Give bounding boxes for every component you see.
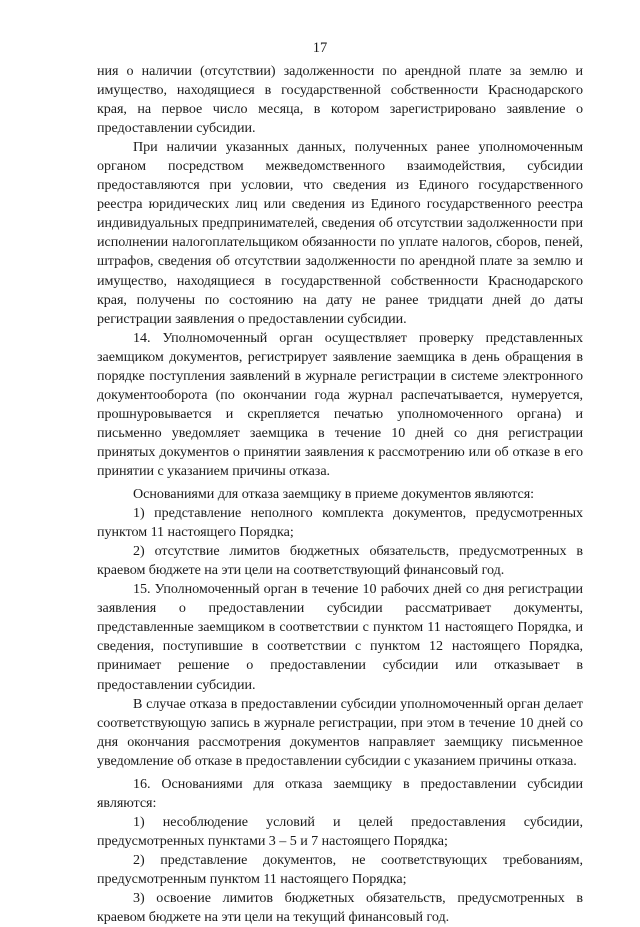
paragraph-clause-15: 15. Уполномоченный орган в течение 10 рабочих дней со дня регистрации заявления о предоставлении субсидии рассматривает документы, представленные заемщиком в соответствии с пунктом 11 настоящего Порядка, и сведения, поступившие в соответствии с пунктом 12 настоящего Порядка, принимает решение о предоставлении субсидии или отказывает в предоставлении субсидии. bbox=[97, 581, 583, 693]
paragraph-clause-16: 16. Основаниями для отказа заемщику в предоставлении субсидии являются: bbox=[97, 775, 583, 811]
document-body bbox=[97, 62, 583, 927]
list-item-subsidy-refusal-3: 3) освоение лимитов бюджетных обязательств, предусмотренных в краевом бюджете на эти цели на текущий финансовый год. bbox=[97, 890, 583, 926]
list-item-refusal-2: 2) отсутствие лимитов бюджетных обязательств, предусмотренных в краевом бюджете на эти цели на соответствующий финансовый год. bbox=[97, 543, 583, 579]
paragraph-interagency-data: При наличии указанных данных, полученных ранее уполномоченным органом посредством межведомственного взаимодействия, субсидии предоставляются при условии, что сведения из Единого государственного реестра юридических лиц или сведения из Единого государственного реестра индивидуальных предпринимателей, сведения об отсутствии задолженности при исполнении налогоплательщиком обязанности по уплате налогов, сборов, пеней, штрафов, сведения об отсутствии задолженности по арендной плате за землю и имущество, находящиеся в государственной собственности Краснодарского края, получены по состоянию на дату не ранее тридцати дней до даты регистрации заявления о предоставлении субсидии. bbox=[97, 139, 583, 327]
list-item-subsidy-refusal-1: 1) несоблюдение условий и целей предоставления субсидии, предусмотренных пунктами 3 – 5 и 7 настоящего Порядка; bbox=[97, 813, 583, 849]
paragraph-clause-14: 14. Уполномоченный орган осуществляет проверку представленных заемщиком документов, регистрирует заявление заемщика в день обращения в порядке поступления заявлений в журнале регистрации в системе электронного документооборота (по окончании года журнал распечатывается, нумеруется, прошнуровывается и скрепляется печатью уполномоченного органа) и письменно уведомляет заемщика в течение 10 дней со дня регистрации принятых документов о принятии заявления к рассмотрению или об отказе в его принятии с указанием причины отказа. bbox=[97, 329, 583, 479]
list-item-refusal-1: 1) представление неполного комплекта документов, предусмотренных пунктом 11 настоящего Порядка; bbox=[97, 505, 583, 541]
paragraph-continuation: ния о наличии (отсутствии) задолженности по арендной плате за землю и имущество, находящиеся в государственной собственности Краснодарского края, на первое число месяца, в котором зарегистрировано заявление о предоставлении субсидии. bbox=[97, 63, 583, 137]
page-number: 17 bbox=[312, 40, 328, 56]
paragraph-refusal-grounds-intro: Основаниями для отказа заемщику в приеме документов являются: bbox=[133, 486, 535, 503]
paragraph-refusal-notice: В случае отказа в предоставлении субсидии уполномоченный орган делает соответствующую запись в журнале регистрации, при этом в течение 10 дней со дня окончания рассмотрения документов направляет заемщику письменное уведомление об отказе в предоставлении субсидии с указанием причины отказа. bbox=[97, 695, 583, 769]
list-item-subsidy-refusal-2: 2) представление документов, не соответствующих требованиям, предусмотренным пунктом 11 настоящего Порядка; bbox=[97, 851, 583, 887]
